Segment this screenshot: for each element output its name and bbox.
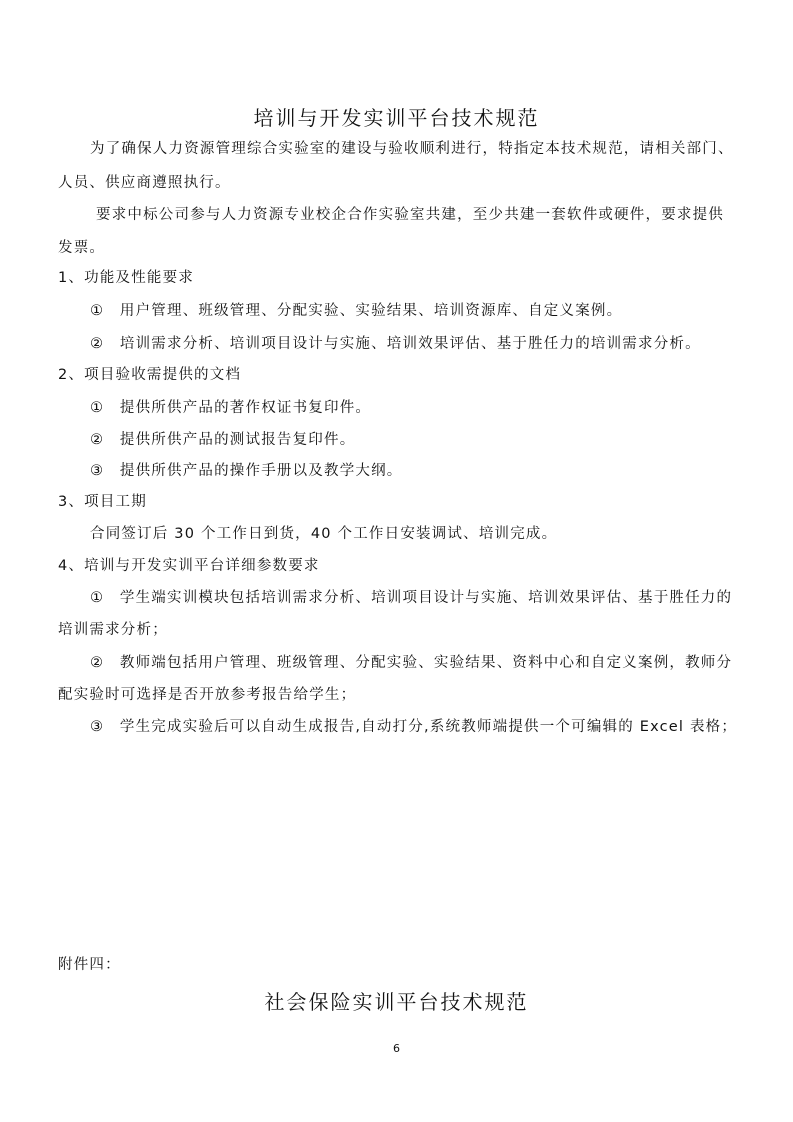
intro-paragraph-2-line-1: 要求中标公司参与人力资源专业校企合作实验室共建，至少共建一套软件或硬件，要求提供 bbox=[96, 207, 724, 223]
section-3-heading: 3、项目工期 bbox=[58, 494, 147, 510]
section-4-heading: 4、培训与开发实训平台详细参数要求 bbox=[58, 558, 320, 574]
document-title: 培训与开发实训平台技术规范 bbox=[253, 106, 540, 130]
section-1-item-1: ① 用户管理、班级管理、分配实验、实验结果、培训资源库、自定义案例。 bbox=[90, 303, 623, 319]
appendix-title: 社会保险实训平台技术规范 bbox=[264, 990, 529, 1014]
section-4-item-2-line-2: 配实验时可选择是否开放参考报告给学生； bbox=[58, 687, 357, 703]
intro-paragraph-1-line-2: 人员、供应商遵照执行。 bbox=[58, 175, 231, 191]
section-1-item-2: ② 培训需求分析、培训项目设计与实施、培训效果评估、基于胜任力的培训需求分析。 bbox=[90, 336, 701, 352]
section-4-item-2-line-1: ② 教师端包括用户管理、班级管理、分配实验、实验结果、资料中心和自定义案例，教师分 bbox=[90, 655, 733, 671]
page-number: 6 bbox=[393, 1042, 400, 1055]
section-2-item-1: ① 提供所供产品的著作权证书复印件。 bbox=[90, 400, 372, 416]
section-4-item-1-line-1: ① 学生端实训模块包括培训需求分析、培训项目设计与实施、培训效果评估、基于胜任力的 bbox=[90, 590, 733, 606]
section-3-text: 合同签订后 30 个工作日到货，40 个工作日安装调试、培训完成。 bbox=[90, 526, 558, 542]
section-4-item-1-line-2: 培训需求分析； bbox=[58, 622, 168, 638]
appendix-label: 附件四： bbox=[58, 957, 121, 973]
intro-paragraph-1-line-1: 为了确保人力资源管理综合实验室的建设与验收顺利进行，特指定本技术规范，请相关部门、 bbox=[90, 141, 734, 157]
section-2-item-3: ③ 提供所供产品的操作手册以及教学大纲。 bbox=[90, 463, 403, 479]
intro-paragraph-2-line-2: 发票。 bbox=[58, 240, 106, 256]
section-2-item-2: ② 提供所供产品的测试报告复印件。 bbox=[90, 432, 356, 448]
section-4-item-3: ③ 学生完成实验后可以自动生成报告,自动打分,系统教师端提供一个可编辑的 Excel 表格； bbox=[90, 719, 738, 735]
section-1-heading: 1、功能及性能要求 bbox=[58, 270, 195, 286]
section-2-heading: 2、项目验收需提供的文档 bbox=[58, 367, 242, 383]
